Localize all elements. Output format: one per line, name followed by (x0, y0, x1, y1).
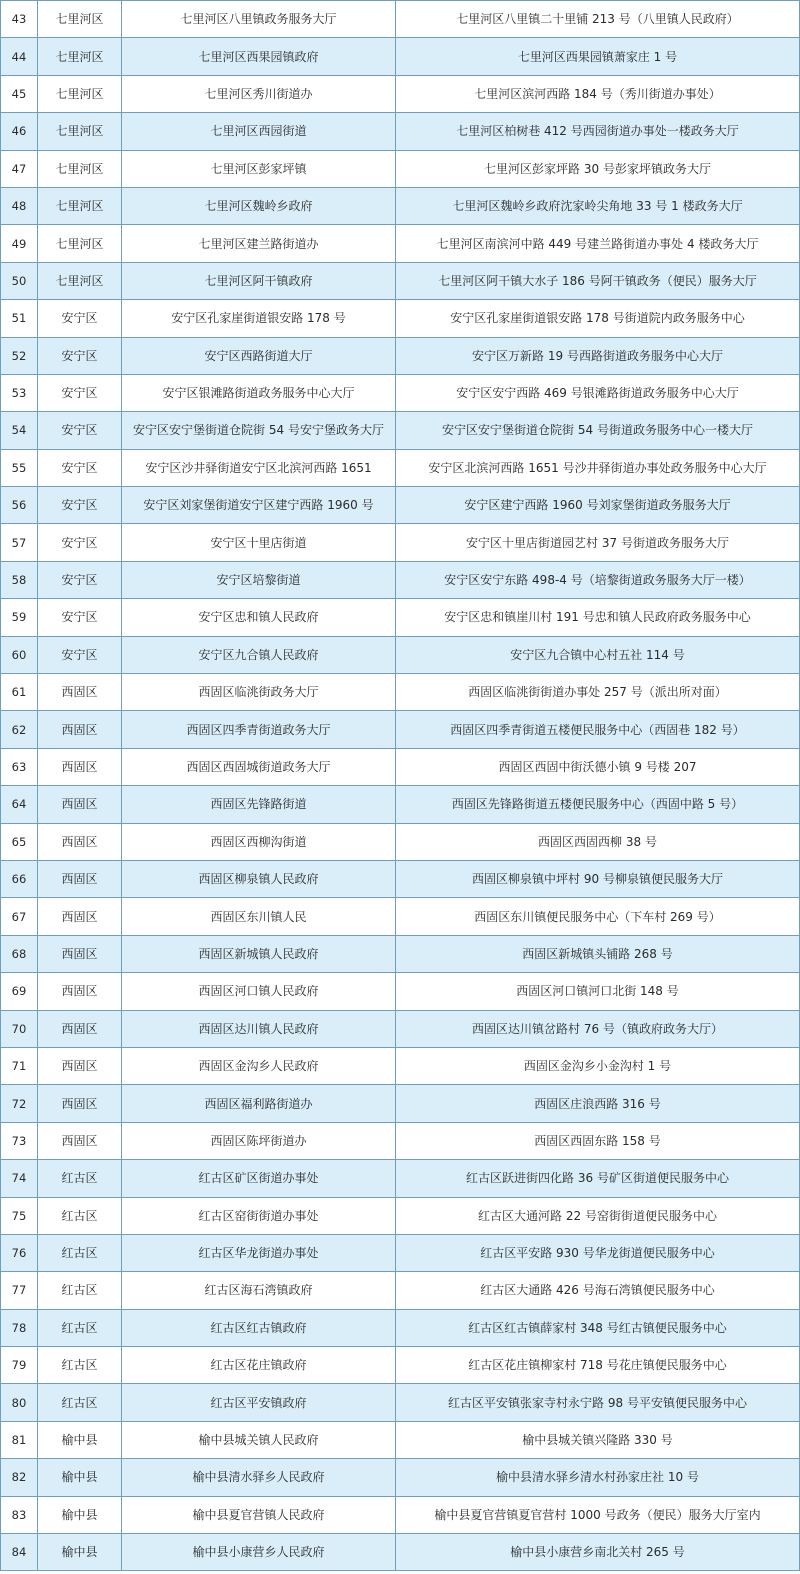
service-point-cell: 安宁区西路街道大厅 (122, 337, 396, 374)
service-point-cell: 七里河区建兰路街道办 (122, 225, 396, 262)
address-cell: 安宁区忠和镇崖川村 191 号忠和镇人民政府政务服务中心 (396, 599, 800, 636)
district-cell: 安宁区 (38, 300, 122, 337)
service-point-cell: 安宁区九合镇人民政府 (122, 636, 396, 673)
row-number: 48 (1, 187, 38, 224)
district-cell: 七里河区 (38, 1, 122, 38)
address-cell: 安宁区十里店街道园艺村 37 号街道政务服务大厅 (396, 524, 800, 561)
address-cell: 七里河区滨河西路 184 号（秀川街道办事处） (396, 75, 800, 112)
row-number: 76 (1, 1234, 38, 1271)
district-cell: 榆中县 (38, 1421, 122, 1458)
table-row (1, 1384, 800, 1421)
row-number: 51 (1, 300, 38, 337)
service-point-cell: 西固区福利路街道办 (122, 1085, 396, 1122)
table-body (1, 1, 800, 1571)
address-cell: 安宁区安宁西路 469 号银滩路街道政务服务中心大厅 (396, 374, 800, 411)
row-number: 46 (1, 113, 38, 150)
row-number: 53 (1, 374, 38, 411)
table-row (1, 113, 800, 150)
table-row (1, 1085, 800, 1122)
district-cell: 榆中县 (38, 1534, 122, 1571)
address-cell: 榆中县夏官营镇夏官营村 1000 号政务（便民）服务大厅室内 (396, 1496, 800, 1533)
district-cell: 七里河区 (38, 113, 122, 150)
address-cell: 西固区柳泉镇中坪村 90 号柳泉镇便民服务大厅 (396, 860, 800, 897)
service-point-cell: 七里河区秀川街道办 (122, 75, 396, 112)
service-point-cell: 安宁区沙井驿街道安宁区北滨河西路 1651 (122, 449, 396, 486)
service-point-cell: 榆中县夏官营镇人民政府 (122, 1496, 396, 1533)
table-row (1, 487, 800, 524)
row-number: 79 (1, 1347, 38, 1384)
table-row (1, 1197, 800, 1234)
address-cell: 西固区四季青街道五楼便民服务中心（西固巷 182 号） (396, 711, 800, 748)
row-number: 82 (1, 1459, 38, 1496)
service-point-cell: 七里河区西园街道 (122, 113, 396, 150)
table-row (1, 786, 800, 823)
table-row (1, 823, 800, 860)
service-point-cell: 安宁区安宁堡街道仓院街 54 号安宁堡政务大厅 (122, 412, 396, 449)
district-cell: 红古区 (38, 1309, 122, 1346)
service-point-cell: 西固区柳泉镇人民政府 (122, 860, 396, 897)
row-number: 78 (1, 1309, 38, 1346)
district-cell: 西固区 (38, 674, 122, 711)
district-cell: 安宁区 (38, 487, 122, 524)
district-cell: 西固区 (38, 1085, 122, 1122)
table-row (1, 225, 800, 262)
address-cell: 七里河区八里镇二十里铺 213 号（八里镇人民政府） (396, 1, 800, 38)
table-row (1, 636, 800, 673)
address-cell: 西固区达川镇岔路村 76 号（镇政府政务大厅） (396, 1010, 800, 1047)
row-number: 60 (1, 636, 38, 673)
row-number: 70 (1, 1010, 38, 1047)
district-cell: 安宁区 (38, 337, 122, 374)
table-row (1, 524, 800, 561)
row-number: 83 (1, 1496, 38, 1533)
service-point-cell: 红古区海石湾镇政府 (122, 1272, 396, 1309)
row-number: 54 (1, 412, 38, 449)
district-cell: 七里河区 (38, 75, 122, 112)
district-cell: 安宁区 (38, 561, 122, 598)
row-number: 68 (1, 935, 38, 972)
table-row (1, 75, 800, 112)
row-number: 58 (1, 561, 38, 598)
service-point-cell: 安宁区培黎街道 (122, 561, 396, 598)
service-point-cell: 榆中县小康营乡人民政府 (122, 1534, 396, 1571)
row-number: 80 (1, 1384, 38, 1421)
service-point-cell: 西固区临洮街政务大厅 (122, 674, 396, 711)
table-row (1, 1234, 800, 1271)
district-cell: 西固区 (38, 786, 122, 823)
service-point-cell: 西固区四季青街道政务大厅 (122, 711, 396, 748)
district-cell: 七里河区 (38, 187, 122, 224)
address-cell: 安宁区万新路 19 号西路街道政务服务中心大厅 (396, 337, 800, 374)
service-point-cell: 红古区花庄镇政府 (122, 1347, 396, 1384)
district-cell: 红古区 (38, 1272, 122, 1309)
table-row (1, 337, 800, 374)
address-cell: 七里河区西果园镇萧家庄 1 号 (396, 38, 800, 75)
address-cell: 西固区新城镇头铺路 268 号 (396, 935, 800, 972)
service-point-cell: 七里河区阿干镇政府 (122, 262, 396, 299)
table-row (1, 599, 800, 636)
table-row (1, 1347, 800, 1384)
district-cell: 红古区 (38, 1384, 122, 1421)
address-cell: 安宁区建宁西路 1960 号刘家堡街道政务服务大厅 (396, 487, 800, 524)
table-row (1, 1421, 800, 1458)
table-row (1, 262, 800, 299)
table-row (1, 1272, 800, 1309)
service-point-cell: 安宁区刘家堡街道安宁区建宁西路 1960 号 (122, 487, 396, 524)
address-cell: 西固区西固西柳 38 号 (396, 823, 800, 860)
row-number: 61 (1, 674, 38, 711)
district-cell: 七里河区 (38, 38, 122, 75)
row-number: 59 (1, 599, 38, 636)
table-row (1, 38, 800, 75)
row-number: 73 (1, 1122, 38, 1159)
row-number: 56 (1, 487, 38, 524)
service-point-cell: 西固区金沟乡人民政府 (122, 1047, 396, 1084)
address-cell: 红古区大通路 426 号海石湾镇便民服务中心 (396, 1272, 800, 1309)
table-row (1, 860, 800, 897)
district-cell: 西固区 (38, 711, 122, 748)
row-number: 71 (1, 1047, 38, 1084)
row-number: 65 (1, 823, 38, 860)
address-cell: 红古区花庄镇柳家村 718 号花庄镇便民服务中心 (396, 1347, 800, 1384)
row-number: 47 (1, 150, 38, 187)
district-cell: 安宁区 (38, 599, 122, 636)
address-cell: 安宁区九合镇中心村五社 114 号 (396, 636, 800, 673)
table-row (1, 449, 800, 486)
district-cell: 西固区 (38, 1010, 122, 1047)
district-cell: 红古区 (38, 1347, 122, 1384)
district-cell: 红古区 (38, 1160, 122, 1197)
table-row (1, 150, 800, 187)
row-number: 75 (1, 1197, 38, 1234)
address-cell: 安宁区安宁堡街道仓院街 54 号街道政务服务中心一楼大厅 (396, 412, 800, 449)
address-cell: 西固区庄浪西路 316 号 (396, 1085, 800, 1122)
service-point-cell: 西固区先锋路街道 (122, 786, 396, 823)
service-point-cell: 红古区窑街街道办事处 (122, 1197, 396, 1234)
service-point-cell: 七里河区八里镇政务服务大厅 (122, 1, 396, 38)
district-cell: 西固区 (38, 748, 122, 785)
district-cell: 安宁区 (38, 636, 122, 673)
row-number: 52 (1, 337, 38, 374)
address-cell: 西固区东川镇便民服务中心（下车村 269 号） (396, 898, 800, 935)
service-point-cell: 安宁区忠和镇人民政府 (122, 599, 396, 636)
table-row (1, 1047, 800, 1084)
district-cell: 榆中县 (38, 1496, 122, 1533)
service-point-cell: 七里河区魏岭乡政府 (122, 187, 396, 224)
service-point-cell: 七里河区西果园镇政府 (122, 38, 396, 75)
service-point-cell: 红古区红古镇政府 (122, 1309, 396, 1346)
table-row (1, 187, 800, 224)
service-point-cell: 西固区东川镇人民 (122, 898, 396, 935)
service-point-cell: 西固区陈坪街道办 (122, 1122, 396, 1159)
row-number: 63 (1, 748, 38, 785)
address-cell: 安宁区北滨河西路 1651 号沙井驿街道办事处政务服务中心大厅 (396, 449, 800, 486)
district-cell: 榆中县 (38, 1459, 122, 1496)
service-point-cell: 榆中县清水驿乡人民政府 (122, 1459, 396, 1496)
row-number: 66 (1, 860, 38, 897)
table-row (1, 711, 800, 748)
row-number: 77 (1, 1272, 38, 1309)
address-cell: 西固区河口镇河口北街 148 号 (396, 973, 800, 1010)
service-point-cell: 七里河区彭家坪镇 (122, 150, 396, 187)
table-row (1, 973, 800, 1010)
table-row (1, 1122, 800, 1159)
address-cell: 红古区平安路 930 号华龙街道便民服务中心 (396, 1234, 800, 1271)
service-point-cell: 西固区西固城街道政务大厅 (122, 748, 396, 785)
district-cell: 西固区 (38, 1047, 122, 1084)
service-point-cell: 榆中县城关镇人民政府 (122, 1421, 396, 1458)
address-cell: 七里河区魏岭乡政府沈家岭尖角地 33 号 1 楼政务大厅 (396, 187, 800, 224)
table-row (1, 412, 800, 449)
service-point-cell: 安宁区孔家崖街道银安路 178 号 (122, 300, 396, 337)
row-number: 45 (1, 75, 38, 112)
address-cell: 红古区红古镇薛家村 348 号红古镇便民服务中心 (396, 1309, 800, 1346)
address-cell: 安宁区孔家崖街道银安路 178 号街道院内政务服务中心 (396, 300, 800, 337)
row-number: 62 (1, 711, 38, 748)
district-cell: 安宁区 (38, 449, 122, 486)
table-row (1, 561, 800, 598)
address-cell: 西固区先锋路街道五楼便民服务中心（西固中路 5 号） (396, 786, 800, 823)
table-row (1, 748, 800, 785)
table-row (1, 1534, 800, 1571)
service-point-cell: 红古区矿区街道办事处 (122, 1160, 396, 1197)
row-number: 74 (1, 1160, 38, 1197)
address-cell: 七里河区彭家坪路 30 号彭家坪镇政务大厅 (396, 150, 800, 187)
district-cell: 安宁区 (38, 412, 122, 449)
row-number: 44 (1, 38, 38, 75)
table-row (1, 935, 800, 972)
service-point-cell: 西固区河口镇人民政府 (122, 973, 396, 1010)
address-cell: 安宁区安宁东路 498-4 号（培黎街道政务服务大厅一楼） (396, 561, 800, 598)
district-cell: 西固区 (38, 1122, 122, 1159)
district-cell: 西固区 (38, 860, 122, 897)
row-number: 49 (1, 225, 38, 262)
address-cell: 榆中县小康营乡南北关村 265 号 (396, 1534, 800, 1571)
service-point-cell: 红古区华龙街道办事处 (122, 1234, 396, 1271)
table-row (1, 1, 800, 38)
table-row (1, 1459, 800, 1496)
district-cell: 西固区 (38, 823, 122, 860)
address-cell: 红古区平安镇张家寺村永宁路 98 号平安镇便民服务中心 (396, 1384, 800, 1421)
table-row (1, 300, 800, 337)
row-number: 50 (1, 262, 38, 299)
row-number: 67 (1, 898, 38, 935)
row-number: 69 (1, 973, 38, 1010)
address-cell: 榆中县清水驿乡清水村孙家庄社 10 号 (396, 1459, 800, 1496)
district-cell: 七里河区 (38, 262, 122, 299)
row-number: 84 (1, 1534, 38, 1571)
service-point-cell: 红古区平安镇政府 (122, 1384, 396, 1421)
table-row (1, 1496, 800, 1533)
district-cell: 西固区 (38, 898, 122, 935)
table-row (1, 674, 800, 711)
service-point-cell: 西固区新城镇人民政府 (122, 935, 396, 972)
address-cell: 七里河区南滨河中路 449 号建兰路街道办事处 4 楼政务大厅 (396, 225, 800, 262)
district-cell: 七里河区 (38, 150, 122, 187)
district-cell: 西固区 (38, 935, 122, 972)
service-point-cell: 西固区达川镇人民政府 (122, 1010, 396, 1047)
address-cell: 红古区大通河路 22 号窑街街道便民服务中心 (396, 1197, 800, 1234)
service-point-cell: 西固区西柳沟街道 (122, 823, 396, 860)
address-cell: 榆中县城关镇兴隆路 330 号 (396, 1421, 800, 1458)
row-number: 64 (1, 786, 38, 823)
address-cell: 西固区金沟乡小金沟村 1 号 (396, 1047, 800, 1084)
service-point-cell: 安宁区十里店街道 (122, 524, 396, 561)
table-row (1, 1309, 800, 1346)
row-number: 43 (1, 1, 38, 38)
district-cell: 红古区 (38, 1197, 122, 1234)
row-number: 81 (1, 1421, 38, 1458)
table-row (1, 374, 800, 411)
address-cell: 红古区跃进街四化路 36 号矿区街道便民服务中心 (396, 1160, 800, 1197)
row-number: 72 (1, 1085, 38, 1122)
district-cell: 安宁区 (38, 524, 122, 561)
table-row (1, 898, 800, 935)
address-cell: 西固区西固东路 158 号 (396, 1122, 800, 1159)
address-cell: 七里河区阿干镇大水子 186 号阿干镇政务（便民）服务大厅 (396, 262, 800, 299)
district-cell: 七里河区 (38, 225, 122, 262)
address-cell: 七里河区柏树巷 412 号西园街道办事处一楼政务大厅 (396, 113, 800, 150)
service-point-cell: 安宁区银滩路街道政务服务中心大厅 (122, 374, 396, 411)
table-row (1, 1160, 800, 1197)
row-number: 55 (1, 449, 38, 486)
address-cell: 西固区西固中街沃德小镇 9 号楼 207 (396, 748, 800, 785)
table-row (1, 1010, 800, 1047)
row-number: 57 (1, 524, 38, 561)
address-cell: 西固区临洮街街道办事处 257 号（派出所对面） (396, 674, 800, 711)
district-cell: 西固区 (38, 973, 122, 1010)
district-cell: 红古区 (38, 1234, 122, 1271)
district-cell: 安宁区 (38, 374, 122, 411)
